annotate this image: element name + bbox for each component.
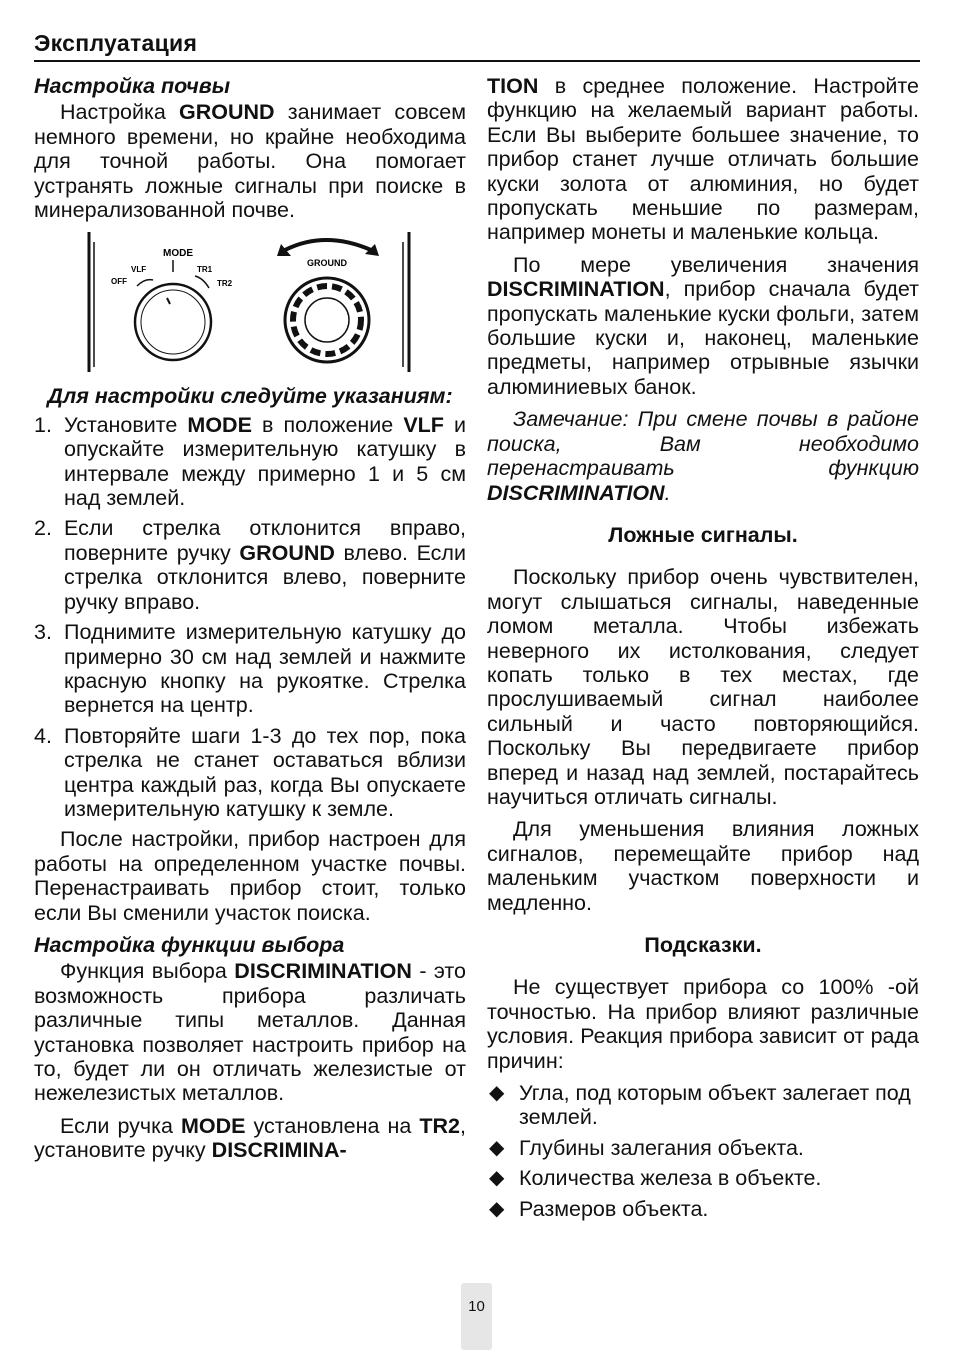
- discrimination-term: DISCRIMINATION: [234, 959, 412, 984]
- text-run: занимает совсем немного времени, но крайне необходима для точной работы. Она помогает устранять ложные сигналы при поиске в минерализованной почве.: [34, 100, 466, 223]
- mode-label: MODE: [163, 248, 193, 260]
- text-run: установлена на: [245, 1113, 420, 1138]
- tr2-label: TR2: [217, 279, 233, 289]
- bullet-text: Размеров объекта.: [519, 1196, 709, 1221]
- diamond-bullet-icon: ◆: [489, 1167, 505, 1190]
- text-run: Если ручка: [60, 1113, 181, 1138]
- soil-paragraph: [34, 100, 466, 222]
- step-text: Поднимите измерительную катушку до примерно 30 см над землей и нажмите красную кнопку на рукоятке. Стрелка вернется на центр.: [64, 620, 466, 718]
- discrimination-term: TION: [487, 74, 539, 98]
- text-run: в положение: [251, 412, 404, 437]
- text-run: - это возможность прибора различать различные типы металлов. Данная установка позволяет настроить прибор на то, будет ли он отличать железистые от нежелезистых металлов.: [34, 959, 466, 1106]
- tips-heading: Подсказки.: [644, 933, 762, 957]
- list-item: [487, 1136, 919, 1160]
- mode-tr2-paragraph: [34, 1114, 466, 1163]
- off-label: OFF: [111, 277, 127, 287]
- text-run: Установите: [64, 412, 188, 437]
- text-run: Замечание: При смене почвы в районе поиска, Вам необходимо перенастраивать функцию: [487, 407, 919, 481]
- discrimination-term: DISCRIMINATION: [487, 277, 665, 302]
- increase-paragraph: [487, 253, 919, 399]
- ground-knob: [285, 278, 369, 362]
- text-run: Если стрелка отклонится вправо, поверните ручку: [64, 516, 466, 565]
- discrimination-heading: Настройка функции выбора: [34, 932, 345, 957]
- soil-heading: Настройка почвы: [34, 74, 231, 98]
- ground-knob-center: [305, 298, 349, 342]
- text-run: По мере увеличения значения: [513, 252, 919, 277]
- text-run: , установите ручку: [34, 1113, 466, 1163]
- ground-label: GROUND: [307, 258, 347, 269]
- right-column: [487, 74, 919, 1227]
- list-item: [487, 1081, 919, 1130]
- discrimination-paragraph: [34, 959, 466, 1105]
- list-item: [34, 620, 466, 718]
- note-paragraph: [487, 407, 919, 505]
- ground-term: GROUND: [179, 100, 275, 125]
- discrimination-continued-paragraph: [487, 74, 919, 245]
- text-run: и опускайте измерительную катушку в интервале между примерно 1 и 5 см над землей.: [64, 412, 467, 511]
- list-item: [487, 1166, 919, 1190]
- ground-term: GROUND: [239, 540, 335, 565]
- tips-paragraph: Не существует прибора со 100% -ой точностью. На прибор влияют различные условия. Реакция прибора зависит от рада причин:: [487, 975, 919, 1073]
- mode-knob-inner: [141, 290, 205, 354]
- step-number: 2.: [34, 516, 52, 541]
- false-signals-heading: Ложные сигналы.: [608, 522, 798, 547]
- instructions-list: [34, 413, 466, 822]
- step-number: 1.: [34, 412, 52, 437]
- mode-term: MODE: [181, 1113, 246, 1138]
- false-signals-paragraph: Поскольку прибор очень чувствителен, могут слышаться сигналы, наведенные ломом металла. Чтобы избежать неверного их истолкования, следует копать только в тех местах, где прослушиваемый сигнал наиболее сильный и часто повторяющийся. Поскольку Вы передвигаете прибор вперед и назад над землей, постарайтесь научиться отличать сигналы.: [487, 565, 919, 809]
- list-item: [34, 413, 466, 511]
- step-number: 3.: [34, 620, 52, 645]
- instructions-heading: Для настройки следуйте указаниям:: [47, 384, 453, 409]
- diamond-bullet-icon: ◆: [489, 1197, 505, 1220]
- bullet-text: Угла, под которым объект залегает под землей.: [519, 1081, 911, 1130]
- page-title: Эксплуатация: [34, 30, 198, 56]
- ground-knob-grip: [293, 286, 361, 354]
- control-knobs-figure: [85, 232, 415, 372]
- mode-knob: [135, 284, 211, 360]
- list-item: [34, 516, 466, 614]
- text-run: Функция выбора: [60, 959, 235, 984]
- discrimination-term: DISCRIMINA-: [211, 1138, 347, 1163]
- ground-arc-arrow: [285, 240, 371, 250]
- text-run: .: [664, 480, 671, 505]
- text-run: влево. Если стрелка отклонится влево, поверните ручку вправо.: [64, 540, 466, 614]
- left-column: [34, 74, 466, 1171]
- step-number: 4.: [34, 723, 52, 748]
- step-text: Повторяйте шаги 1-3 до тех пор, пока стрелка не станет оставаться вблизи центра каждый раз, когда Вы опускаете измерительную катушку к земле.: [64, 723, 466, 821]
- tips-list: [487, 1081, 919, 1221]
- after-setup-paragraph: После настройки, прибор настроен для работы на определенном участке почвы. Перенастраивать прибор стоит, только если Вы сменили участок поиска.: [34, 827, 466, 925]
- tr2-term: TR2: [419, 1113, 461, 1138]
- diamond-bullet-icon: ◆: [489, 1136, 505, 1159]
- tr1-label: TR1: [197, 265, 213, 275]
- mode-knob-pointer: [167, 298, 170, 304]
- list-item: [34, 724, 466, 822]
- text-run: Настройка: [60, 100, 179, 125]
- mode-term: MODE: [187, 412, 252, 437]
- discrimination-term: DISCRIMINATION: [487, 480, 665, 505]
- bullet-text: Глубины залегания объекта.: [519, 1135, 804, 1160]
- page-number-tab: [461, 1283, 492, 1350]
- text-run: в среднее положение. Настройте функцию на желаемый вариант работы. Если Вы выберите большее значение, то прибор станет лучше отличать большие куски золота от алюминия, но будет пропускать меньшие по размерам, например монеты и маленькие кольца.: [487, 74, 919, 245]
- reduce-false-signals-paragraph: Для уменьшения влияния ложных сигналов, перемещайте прибор над маленьким участком поверхности и медленно.: [487, 817, 919, 915]
- vlf-term: VLF: [403, 412, 444, 437]
- page-number: 10: [468, 1298, 485, 1315]
- bullet-text: Количества железа в объекте.: [519, 1166, 822, 1191]
- vlf-label: VLF: [131, 265, 147, 275]
- diamond-bullet-icon: ◆: [489, 1082, 505, 1105]
- text-run: , прибор сначала будет пропускать маленькие куски фольги, затем большие куски и, наконец, маленькие предметы, например отрывные язычки алюминиевых банок.: [487, 277, 919, 399]
- list-item: [487, 1197, 919, 1221]
- page-header: [34, 30, 920, 62]
